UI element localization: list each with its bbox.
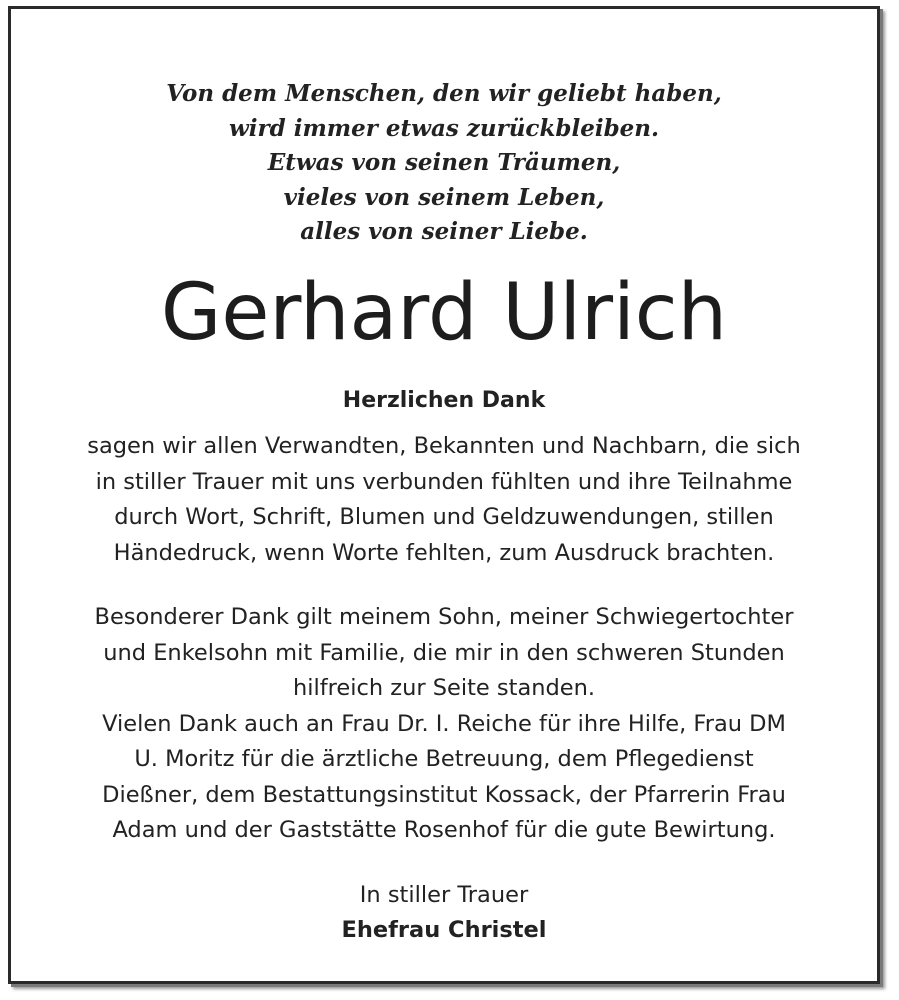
poem-line: alles von seiner Liebe. [300, 218, 588, 245]
text-line: Dießner, dem Bestattungsinstitut Kossack, der Pfarrerin Frau [102, 781, 786, 808]
poem-line: Von dem Menschen, den wir geliebt haben, [166, 80, 722, 107]
deceased-name: Gerhard Ulrich [160, 268, 728, 358]
text-line: Besonderer Dank gilt meinem Sohn, meiner Schwiegertochter [94, 604, 794, 630]
notice-frame [8, 6, 880, 984]
text-line: hilfreich zur Seite standen. [292, 675, 596, 701]
closing-line: In stiller Trauer [359, 882, 529, 908]
memorial-poem [11, 77, 877, 250]
text-line: in stiller Trauer mit uns verbunden fühlten und ihre Teilnahme [95, 468, 793, 495]
text-line: sagen wir allen Verwandten, Bekannten und Nachbarn, die sich [87, 433, 801, 459]
thanks-paragraph-1 [11, 429, 877, 571]
poem-line: Etwas von seinen Träumen, [267, 149, 621, 176]
signer-name: Ehefrau Christel [341, 917, 547, 943]
thanks-paragraph-2 [11, 600, 877, 849]
text-line: U. Moritz für die ärztliche Betreuung, dem Pflegedienst [134, 746, 754, 772]
poem-line: wird immer etwas zurückbleiben. [228, 114, 660, 142]
thanks-heading: Herzlichen Dank [342, 388, 546, 413]
text-line: Vielen Dank auch an Frau Dr. I. Reiche für ihre Hilfe, Frau DM [102, 710, 786, 737]
text-line: Händedruck, wenn Worte fehlten, zum Ausdruck brachten. [113, 539, 775, 566]
text-line: Adam und der Gaststätte Rosenhof für die gute Bewirtung. [112, 817, 776, 843]
text-line: und Enkelsohn mit Familie, die mir in den schweren Stunden [103, 639, 785, 666]
poem-line: vieles von seinem Leben, [283, 183, 605, 211]
closing-block [11, 878, 877, 948]
text-line: durch Wort, Schrift, Blumen und Geldzuwendungen, stillen [114, 504, 774, 530]
